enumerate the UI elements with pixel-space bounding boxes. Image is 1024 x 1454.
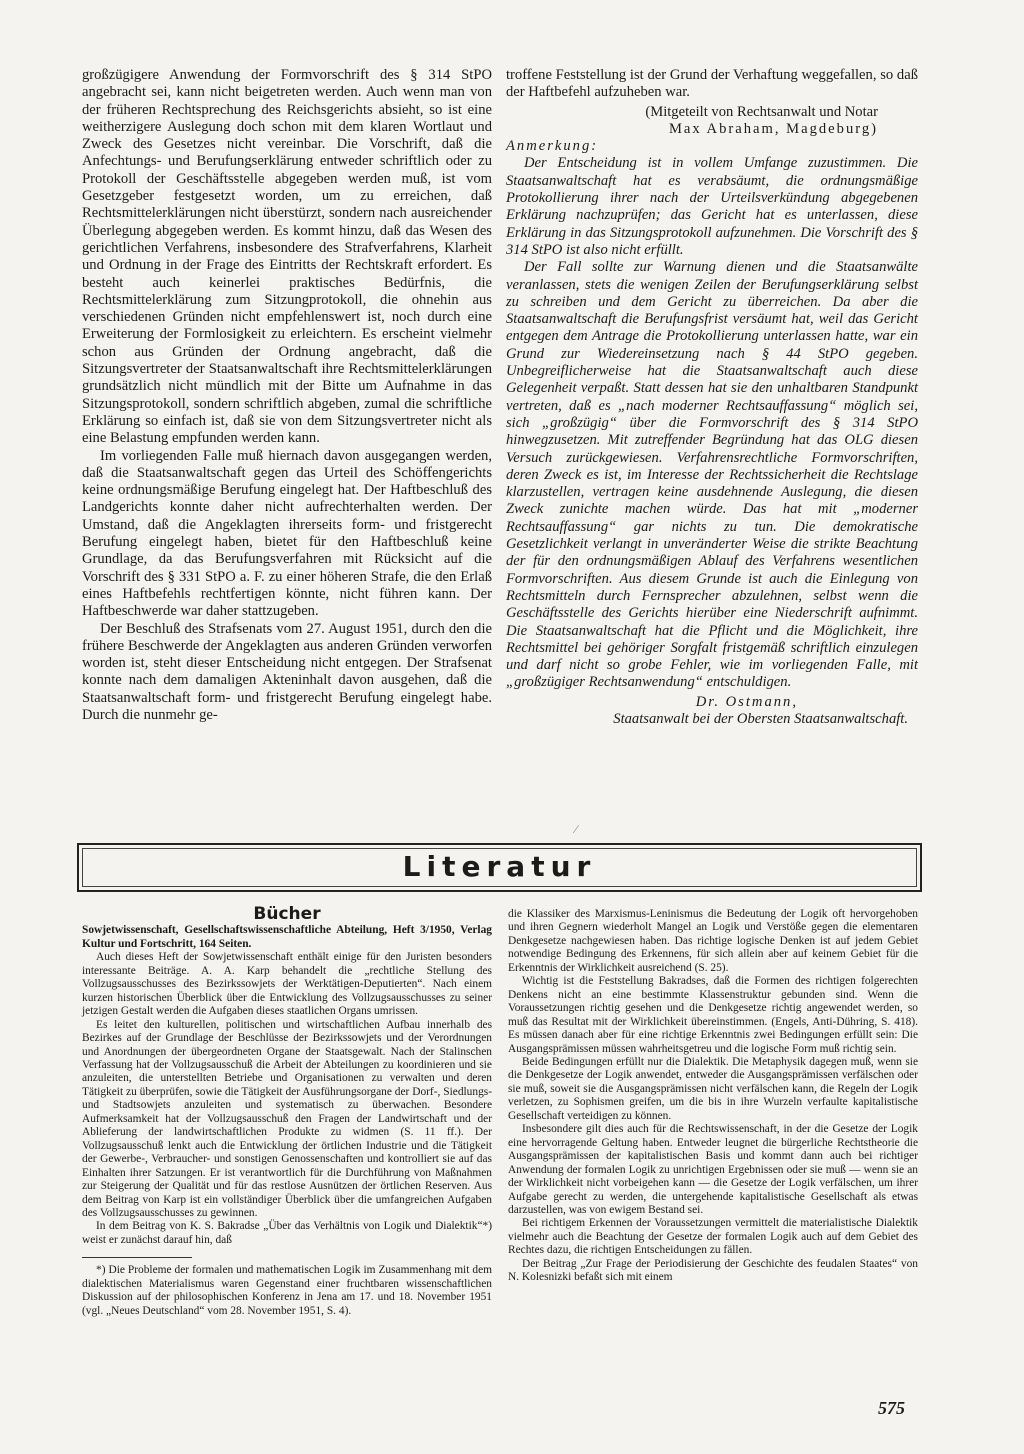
bottom-left-column — [82, 904, 492, 1318]
paragraph: Insbesondere gilt dies auch für die Rechtswissenschaft, in der die Gesetze der Logik eine hervorragende Geltung haben. Entweder leugnet die bürgerliche Rechtstheorie die Ausgangsprämissen der kapitalistischen Basis und kommt dann auch bei richtiger Anwendung der formalen Logik zu unrichtigen Ergebnissen oder sie muß — wenn sie an der Wirklichkeit nicht vorbeigehen kann — die Gesetze der Logik verfälschen, um ihrer Aufgabe gerecht zu werden, die untergehende kapitalistische Gesellschaft als etwas darzustellen, was von ewigem Bestand sei. — [508, 1123, 918, 1216]
section-title: Literatur — [402, 850, 597, 883]
footnote — [82, 1264, 492, 1318]
page-number: 575 — [878, 1398, 905, 1418]
signature — [506, 694, 918, 729]
paragraph: Der Beitrag „Zur Frage der Periodisierung der Geschichte des feudalen Staates“ von N. Kolesnizki befaßt sich mit einem — [508, 1257, 918, 1284]
paragraph: Der Entscheidung ist in vollem Umfange zuzustimmen. Die Staatsanwaltschaft hat es verabsäumt, die ordnungsmäßige Protokollierung ihrer nach der Urteilsverkündung abgegebenen Erklärung nachzuprüfen; das Gericht hat es unterlassen, diese Erklärung in das Sitzungsprotokoll aufzunehmen. Die Vorschrift des § 314 StPO ist also nicht erfüllt. — [506, 155, 918, 258]
paragraph: Der Fall sollte zur Warnung dienen und die Staatsanwälte veranlassen, stets die wenigen Zeilen der Berufungserklärung selbst zu schreiben und dem Gericht zu überreichen. Da aber die Staatsanwaltschaft die Berufungsfrist versäumt hat, weil das Gericht entgegen dem Antrage die Protokollierung unterlassen hatte, war ein Grund zur Wiedereinsetzung nach § 44 StPO gegeben. Unbegreiflicherweise hat die Staatsanwaltschaft auch diese Gelegenheit verpaßt. Statt dessen hat sie den unhaltbaren Standpunkt vertreten, daß es „nach moderner Rechtsauffassung“ möglich sei, sich „großzügig“ über die Formvorschrift des § 314 StPO hinwegzusetzen. Mit zutreffender Begründung hat das OLG diesen Versuch zurückgewiesen. Verfahrensrechtliche Formvorschriften, deren Zweck es ist, im Interesse der Rechtssicherheit die Rechtslage klarzustellen, vertragen keine ausdehnende Auslegung, die diesen Zweck zunichte machen würde. Das hat mit „moderner Rechtsauffassung“ gar nichts zu tun. Die demokratische Gesetzlichkeit verlangt in unveränderter Weise die strikte Beachtung der für den ordnungsmäßigen Ablauf des Verfahrens wesentlichen Formvorschriften. Aus diesem Grunde ist auch die Einlegung von Rechtsmitteln durch Fernsprecher abzulehnen, selbst wenn die Geschäftsstelle des Gerichts hierüber eine Niederschrift aufnimmt. Die Staatsanwaltschaft hat die Pflicht und die Möglichkeit, ihre Rechtsmittel bei gehöriger Sorgfalt fristgemäß schriftlich einzulegen und darf nicht so grobe Fehler, wie im vorliegenden Falle, mit „großzügiger Rechtsanwendung“ entschuldigen. — [506, 259, 918, 691]
top-left-column — [82, 67, 492, 724]
paragraph: Bei richtigem Erkennen der Voraussetzungen vermittelt die materialistische Dialektik vielmehr auch die Beachtung der Gesetze der formalen Logik auch auf dem Gebiet des Rechtes dazu, die richtigen Entscheidungen zu fällen. — [508, 1217, 918, 1257]
signature-name: Dr. Ostmann, — [695, 693, 798, 710]
paragraph: die Klassiker des Marxismus-Leninismus die Bedeutung der Logik oft hervorgehoben und ihren Gegnern wiederholt Mangel an Logik und Verstöße gegen die elementaren Denkgesetze nachgewiesen haben. Das richtige logische Denken ist auf jedem Gebiet notwendige Bedingung des Erkennens, für sich allein aber auf keinem Gebiet für die Erkenntnis der Wirklichkeit ausreichend (S. 25). — [508, 908, 918, 974]
footnote-rule — [82, 1257, 192, 1258]
attribution-author: Max Abraham, Magdeburg) — [668, 120, 878, 137]
section-title-box — [77, 843, 922, 892]
paragraph: Der Beschluß des Strafsenats vom 27. August 1951, durch den die frühere Beschwerde der Angeklagten aus anderen Gründen verworfen worden ist, steht dieser Entscheidung nicht entgegen. Der Strafsenat konnte nach dem damaligen Akteninhalt davon ausgehen, daß die Staatsanwaltschaft form- und fristgerecht Berufung eingelegt habe. Durch die nunmehr ge- — [82, 620, 492, 723]
paragraph: Auch dieses Heft der Sowjetwissenschaft enthält einige für den Juristen besonders interessante Beiträge. A. A. Karp behandelt die „rechtliche Stellung des Vollzugsausschusses des Bezirkssowjets der Werktätigen-Deputierten“. Nach einem kurzen historischen Überblick über die Entwicklung des Vollzugsausschusses zu seiner jetzigen Gestalt werden die Aufgaben dieses staatlichen Organs umrissen. — [82, 951, 492, 1018]
paragraph: Im vorliegenden Falle muß hiernach davon ausgegangen werden, daß die Staatsanwaltschaft gegen das Urteil des Schöffengerichts keine ordnungsmäßige Berufung eingelegt hat. Der Haftbeschluß des Landgerichts konnte daher nicht aufrechterhalten werden. Der Umstand, daß die Angeklagten ihrerseits form- und fristgerecht Berufung eingelegt haben, bietet für den Haftbeschluß keine Grundlage, da das Berufungsverfahren mit Rücksicht auf die Vorschrift des § 331 StPO a. F. zu einer höheren Strafe, die den Erlaß eines Haftbefehls rechtfertigen könnte, nicht führen kann. Der Haftbeschwerde war daher stattzugeben. — [82, 447, 492, 620]
bottom-right-column — [508, 908, 918, 1285]
paragraph: großzügigere Anwendung der Formvorschrift des § 314 StPO angebracht sei, kann nicht beigetreten werden. Auch wenn man von der früheren Rechtsprechung des Reichsgerichts absieht, so ist eine weitherzigere Auslegung doch schon mit dem klaren Wortlaut und Zweck des Gesetzes nicht vereinbar. Die Vorschrift, daß die Anfechtungs- und Berufungserklärung entweder schriftlich oder zu Protokoll der Geschäftsstelle abgegeben werden muß, ist vom Gesetzgeber festgesetzt worden, um zu erreichen, daß Rechtsmittelerklärungen nicht überstürzt, sondern nach ausreichender Überlegung abgegeben werden. Es kommt hinzu, daß das Wesen des gerichtlichen Verfahrens, insbesondere des Strafverfahrens, Klarheit und Ordnung in der Frage des Eintritts der Rechtskraft erfordert. Es besteht auch keinerlei praktisches Bedürfnis, die Rechtsmittelerklärung zum Sitzungprotokoll, die ohnehin aus verschiedenen Gründen nicht empfehlenswert ist, noch durch eine Erweiterung der Formlosigkeit zu erleichtern. Es erscheint vielmehr schon aus Gründen der Ordnung angebracht, daß die Sitzungsvertreter der Staatsanwaltschaft ihre Rechtsmittelerklärungen grundsätzlich nicht mündlich mit der Bitte um Aufnahme in das Sitzungsprotokoll, sondern schriftlich abgeben, zumal die schriftliche Erklärung so einfach ist, daß sie von dem Sitzungsvertreter nicht als eine Belastung empfunden werden kann. — [82, 67, 492, 447]
paragraph: troffene Feststellung ist der Grund der Verhaftung weggefallen, so daß der Haftbefehl aufzuheben war. — [506, 67, 918, 101]
footnote-text: *) Die Probleme der formalen und mathematischen Logik im Zusammenhang mit dem dialektischen Materialismus waren Gegenstand einer fruchtbaren wissenschaftlichen Diskussion auf der philosophischen Konferenz in Jena am 17. und 18. November 1951 (vgl. „Neues Deutschland“ vom 28. November 1951, S. 4). — [82, 1264, 492, 1317]
paragraph: Es leitet den kulturellen, politischen und wirtschaftlichen Aufbau innerhalb des Bezirkes auf der Grundlage der Beschlüsse der Bezirkssowjets und der Verordnungen und Anordnungen der übergeordneten Organe der Staatsgewalt. Nach der Stalinschen Verfassung hat der Vollzugsausschuß die Arbeit der Abteilungen zu koordinieren und sie anzuleiten, die unterstellten Betriebe und Organisationen zu verwalten und deren Tätigkeit zu überprüfen, sowie die Tätigkeit der Ausführungsorgane der Dorf-, Siedlungs- und Stadtsowjets anzuleiten und systematisch zu überwachen. Besondere Aufmerksamkeit hat der Vollzugsausschuß den Fragen der Landwirtschaft und der Ablieferung der landwirtschaftlichen Produkte zu widmen (S. 11 ff.). Der Vollzugsausschuß lenkt auch die Entwicklung der örtlichen Industrie und die Tätigkeit der Gewerbe-, Verbraucher- und sonstigen Genossenschaften und kontrolliert sie auf das Einhalten ihrer Satzungen. Er ist verantwortlich für die Durchführung von Maßnahmen zur Steigerung der Qualität und für das restlose Ausnützen der örtlichen Reserven. Aus dem Beitrag von Karp ist ein vollständiger Überblick über die umfangreichen Aufgaben des Vollzugsausschusses zu gewinnen. — [82, 1018, 492, 1219]
anmerkung-body — [506, 155, 918, 691]
signature-role: Staatsanwalt bei der Obersten Staatsanwaltschaft. — [613, 710, 908, 727]
anmerkung-heading: Anmerkung: — [506, 138, 599, 155]
paragraph: In dem Beitrag von K. S. Bakradse „Über das Verhältnis von Logik und Dialektik“*) weist er zunächst darauf hin, daß — [82, 1220, 492, 1246]
attribution-line: (Mitgeteilt von Rechtsanwalt und Notar — [645, 103, 878, 120]
subheading: Bücher — [253, 904, 321, 924]
bibliographic-entry: Sowjetwissenschaft, Gesellschaftswissenschaftliche Abteilung, Heft 3/1950, Verlag Kultur und Fortschritt, 164 Seiten. — [82, 924, 492, 950]
separator-mark: ∕ — [575, 822, 578, 836]
paragraph: Beide Bedingungen erfüllt nur die Dialektik. Die Metaphysik dagegen muß, wenn sie die Denkgesetze der Logik anwendet, entweder die Ausgangsprämissen verfälschen oder sie muß, soweit sie die Ausgangsprämissen nicht verfälschen kann, die Regeln der Logik verletzen, zu Sophismen greifen, um die bis in ihre Wurzeln verfaulte kapitalistische Gesellschaft verteidigen zu können. — [508, 1055, 918, 1122]
paragraph: Wichtig ist die Feststellung Bakradses, daß die Formen des richtigen folgerechten Denkens nicht an eine bestimmte Klassenstruktur gebunden sind. Wenn die Voraussetzungen richtig gesehen und die Denkgesetze richtig angewendet werden, so muß das Resultat mit der Wirklichkeit übereinstimmen. (Engels, Anti-Dühring, S. 418). Es müssen danach aber für eine richtige Erkenntnis zwei Bedingungen erfüllt sein: Die Ausgangsprämissen müssen wahrheitsgetreu und die logische Form muß richtig sein. — [508, 975, 918, 1055]
top-right-column — [506, 67, 918, 728]
